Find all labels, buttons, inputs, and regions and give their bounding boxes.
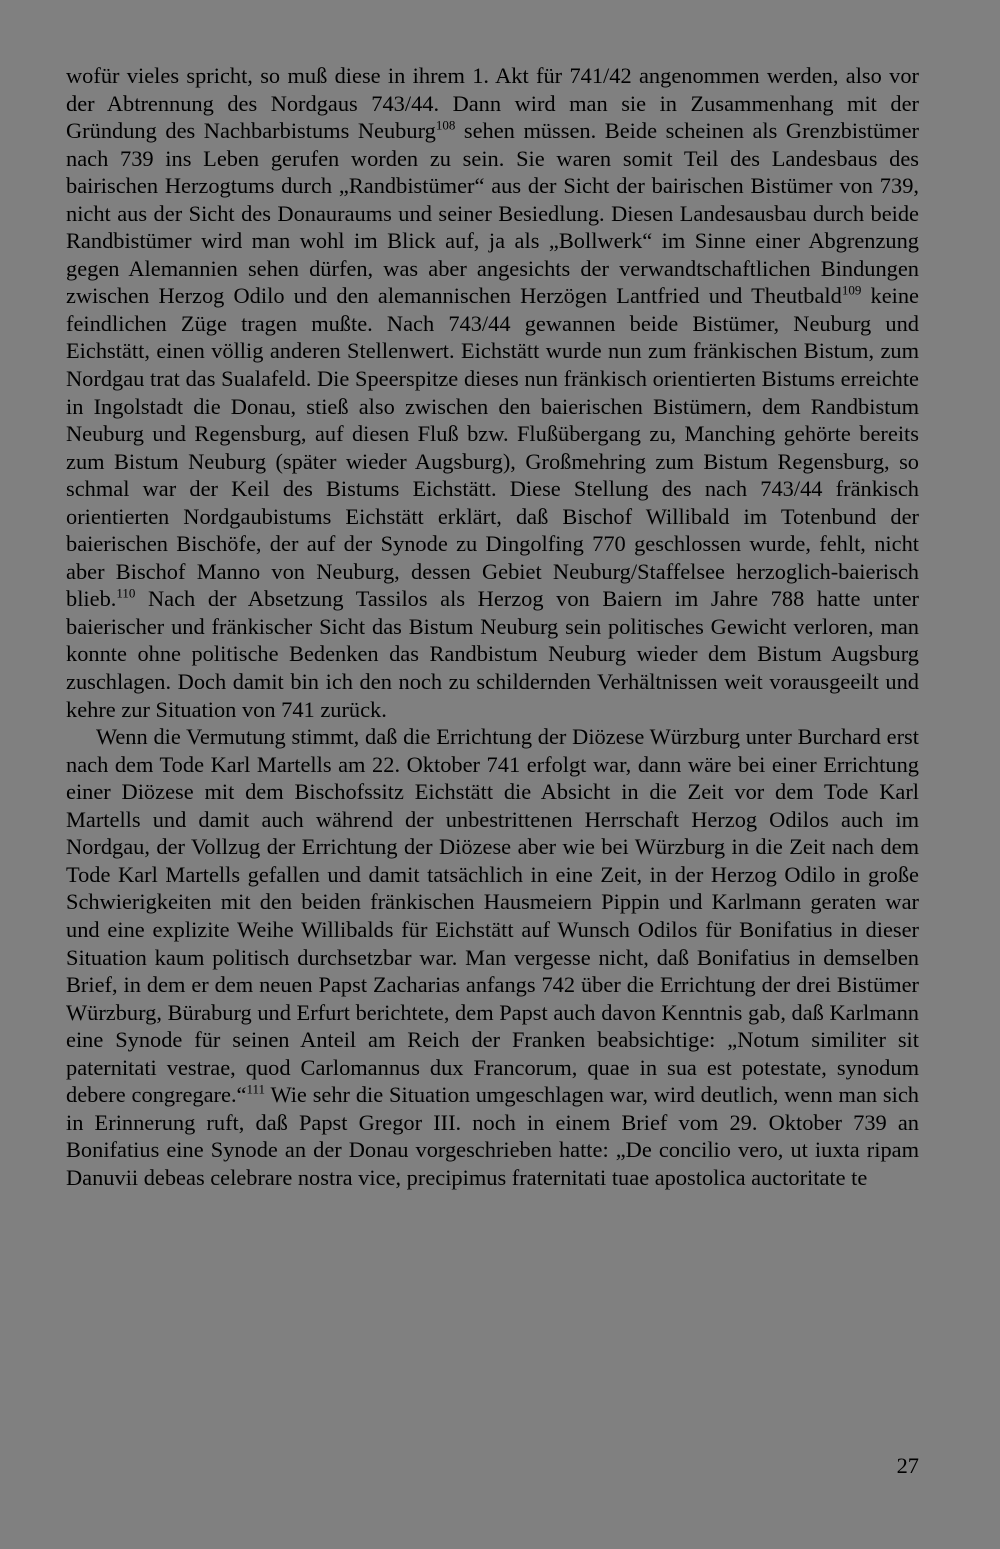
footnote-reference[interactable]: 110 [116, 585, 136, 601]
paragraph-text: Nach der Absetzung Tassilos als Herzog von Baiern im Jahre 788 hatte unter baierischer und fränkischer Sicht das Bistum Neuburg sein politisches Gewicht verloren, man konnte ohne politische Bedenken das Randbistum Neuburg wieder dem Bistum Augsburg zuschlagen. Doch damit bin ich den noch zu schildernden Verhältnissen weit vorausgeeilt und kehre zur Situation von 741 zurück. [66, 586, 919, 722]
paragraph [66, 62, 919, 723]
paragraph-text: keine feindlichen Züge tragen mußte. Nach 743/44 gewannen beide Bistümer, Neuburg und Eichstätt, einen völlig anderen Stellenwert. Eichstätt wurde nun zum fränkischen Bistum, zum Nordgau trat das Sualafeld. Die Speerspitze dieses nun fränkisch orientierten Bistums erreichte in Ingolstadt die Donau, stieß also zwischen den baierischen Bistümern, dem Randbistum Neuburg und Regensburg, auf diesen Fluß bzw. Flußübergang zu, Manching gehörte bereits zum Bistum Neuburg (später wieder Augsburg), Großmehring zum Bistum Regensburg, so schmal war der Keil des Bistums Eichstätt. Diese Stellung des nach 743/44 fränkisch orientierten Nordgaubistums Eichstätt erklärt, daß Bischof Willibald im Totenbund der baierischen Bischöfe, der auf der Synode zu Dingolfing 770 geschlossen wurde, fehlt, nicht aber Bischof Manno von Neuburg, dessen Gebiet Neuburg/Staffelsee herzoglich-baierisch blieb. [66, 283, 919, 612]
paragraph-text: sehen müssen. Beide scheinen als Grenzbistümer nach 739 ins Leben gerufen worden zu sein. Sie waren somit Teil des Landesbaus des bairischen Herzogtums durch „Randbistümer“ aus der Sicht der bairischen Bistümer von 739, nicht aus der Sicht des Donauraums und seiner Besiedlung. Diesen Landesausbau durch beide Randbistümer wird man wohl im Blick auf, ja als „Bollwerk“ im Sinne einer Abgrenzung gegen Alemannien sehen dürfen, was aber angesichts der verwandtschaftlichen Bindungen zwischen Herzog Odilo und den alemannischen Herzögen Lantfried und Theutbald [66, 118, 919, 309]
footnote-reference[interactable]: 108 [435, 117, 456, 133]
footnote-reference[interactable]: 109 [841, 282, 862, 298]
paragraph-text: Wenn die Vermutung stimmt, daß die Errichtung der Diözese Würzburg unter Burchard erst nach dem Tode Karl Martells am 22. Oktober 741 erfolgt war, dann wäre bei einer Errichtung einer Diözese mit dem Bischofssitz Eichstätt die Absicht in die Zeit vor dem Tode Karl Martells und damit auch während der unbestrittenen Herrschaft Herzog Odilos auch im Nordgau, der Vollzug der Errichtung der Diözese aber wie bei Würzburg in die Zeit nach dem Tode Karl Martells gefallen und damit tatsächlich in eine Zeit, in der Herzog Odilo in große Schwierigkeiten mit den beiden fränkischen Hausmeiern Pippin und Karlmann geraten war und eine explizite Weihe Willibalds für Eichstätt auf Wunsch Odilos für Bonifatius in dieser Situation kaum politisch durchsetzbar war. Man vergesse nicht, daß Bonifatius in demselben Brief, in dem er dem neuen Papst Zacharias anfangs 742 über die Errichtung der drei Bistümer Würzburg, Büraburg und Erfurt berichtete, dem Papst auch davon Kenntnis gab, daß Karlmann eine Synode für seinen Anteil am Reich der Franken beabsichtige: „Notum similiter sit paternitati vestrae, quod Carlomannus dux Francorum, quae in sua est potestate, synodum debere congregare.“ [66, 724, 919, 1108]
paragraph-text: wofür vieles spricht, so muß diese in ihrem 1. Akt für 741/42 angenommen werden, also vor der Abtrennung des Nordgaus 743/44. Dann wird man sie in Zusammenhang mit der Gründung des Nachbarbistums Neuburg [66, 63, 919, 144]
footnote-reference[interactable]: 111 [246, 1081, 266, 1097]
paragraph-text: Wie sehr die Situation umgeschlagen war, wird deutlich, wenn man sich in Erinnerung ruft, daß Papst Gregor III. noch in einem Brief vom 29. Oktober 739 an Bonifatius eine Synode an der Donau vorgeschrieben hatte: „De concilio vero, ut iuxta ripam Danuvii debeas celebrare nostra vice, precipimus fraternitati tuae apostolica auctoritate te [66, 1082, 919, 1190]
page-number: 27 [896, 1453, 919, 1478]
paragraph [66, 723, 919, 1191]
page-body [66, 62, 919, 1191]
